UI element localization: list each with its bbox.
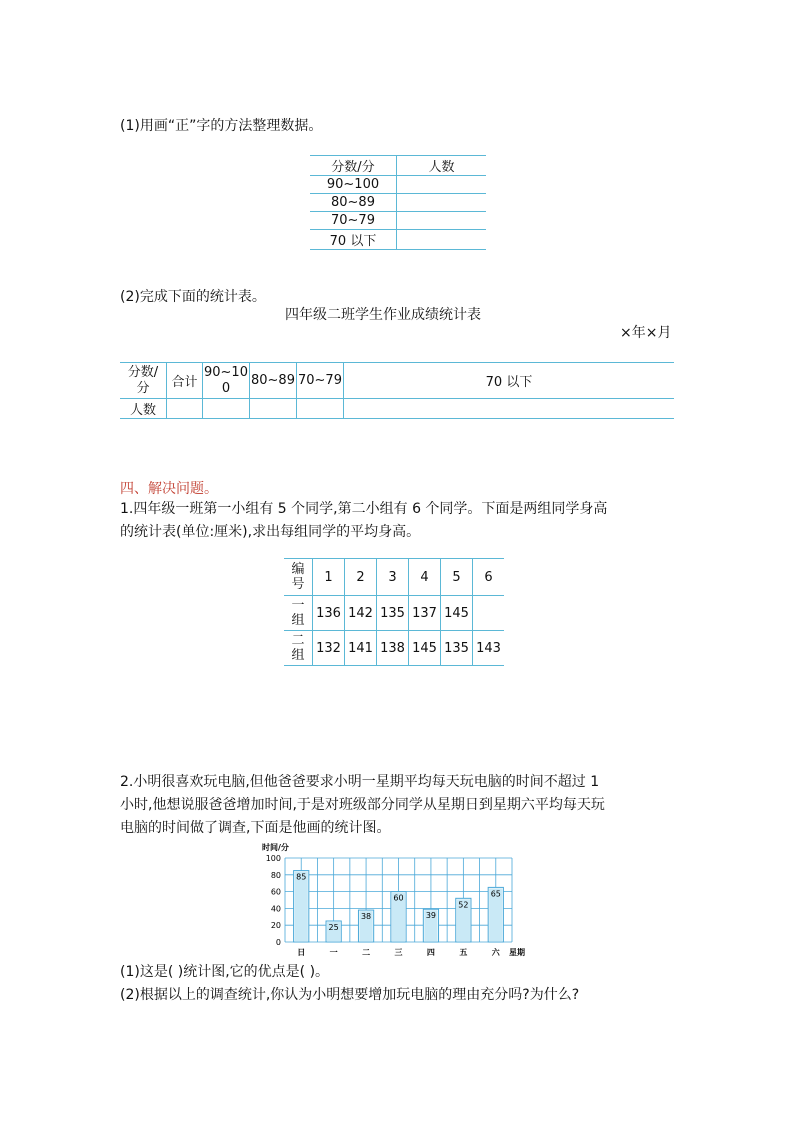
stat-cell[interactable] xyxy=(250,399,297,419)
chart-x-tick-label: 四 xyxy=(426,948,435,957)
group2-height: 145 xyxy=(409,631,441,666)
problem2-line1: 2.小明很喜欢玩电脑,但他爸爸要求小明一星期平均每天玩电脑的时间不超过 1 xyxy=(120,774,600,790)
chart-y-tick-label: 40 xyxy=(270,904,281,914)
section-heading: 四、解决问题。 xyxy=(120,481,218,497)
group1-height: 136 xyxy=(313,596,345,631)
stat-header-score xyxy=(120,363,167,399)
chart-y-tick-label: 60 xyxy=(270,887,281,897)
chart-x-tick-label: 三 xyxy=(394,948,403,957)
q2-stat-instruction: (2)完成下面的统计表。 xyxy=(120,289,266,305)
tally-header-score: 分数/分 xyxy=(310,156,397,176)
group2-label-2: 组 xyxy=(291,648,305,663)
stat-cell[interactable] xyxy=(203,399,250,419)
stat-header-90 xyxy=(203,363,250,399)
stat-row-label: 人数 xyxy=(120,399,167,419)
chart-y-tick-label: 100 xyxy=(265,854,281,863)
height-number: 3 xyxy=(377,559,409,596)
height-number: 6 xyxy=(473,559,505,596)
group2-label-1: 二 xyxy=(291,633,305,648)
chart-y-tick-label: 0 xyxy=(275,938,281,947)
chart-value-label: 52 xyxy=(458,900,469,910)
chart-x-tick-label: 五 xyxy=(459,948,468,957)
group1-label xyxy=(284,596,313,631)
stat-header-below70: 70 以下 xyxy=(344,363,675,399)
screen-time-bar-chart xyxy=(250,840,550,960)
chart-value-label: 60 xyxy=(393,893,404,903)
stat-cell[interactable] xyxy=(344,399,675,419)
height-table xyxy=(284,558,504,666)
tally-cell[interactable] xyxy=(397,212,487,230)
tally-row-label: 70 以下 xyxy=(310,230,397,250)
height-number: 4 xyxy=(409,559,441,596)
group2-label xyxy=(284,631,313,666)
chart-value-label: 65 xyxy=(490,889,501,899)
group1-label-2: 组 xyxy=(291,613,305,628)
tally-header-count: 人数 xyxy=(397,156,487,176)
tally-cell[interactable] xyxy=(397,230,487,250)
group1-height: 142 xyxy=(345,596,377,631)
stat-cell[interactable] xyxy=(167,399,203,419)
group2-height: 141 xyxy=(345,631,377,666)
chart-y-tick-label: 80 xyxy=(270,870,281,880)
height-header-label xyxy=(284,559,313,596)
tally-cell[interactable] xyxy=(397,176,487,194)
group1-label-1: 一 xyxy=(291,598,305,613)
q1-tally-instruction: (1)用画“正”字的方法整理数据。 xyxy=(120,118,323,134)
chart-value-label: 38 xyxy=(360,912,372,922)
stat-header-90-line2: 0 xyxy=(221,380,231,396)
question-reasoning: (2)根据以上的调查统计,你认为小明想要增加玩电脑的理由充分吗?为什么? xyxy=(120,987,580,1003)
chart-x-tick-label: 六 xyxy=(491,948,500,957)
group2-height: 138 xyxy=(377,631,409,666)
problem2-line2: 小时,他想说服爸爸增加时间,于是对班级部分同学从星期日到星期六平均每天玩 xyxy=(120,797,605,813)
height-header-label-1: 编 xyxy=(291,562,305,577)
problem1-line2: 的统计表(单位:厘米),求出每组同学的平均身高。 xyxy=(120,524,421,540)
chart-y-axis-label: 时间/分 xyxy=(262,843,289,852)
stat-table-date: ×年×月 xyxy=(620,325,672,341)
tally-table xyxy=(310,155,486,250)
group2-height: 132 xyxy=(313,631,345,666)
stat-header-90-line1: 90~10 xyxy=(204,364,248,380)
tally-cell[interactable] xyxy=(397,194,487,212)
height-header-label-2: 号 xyxy=(291,577,305,592)
chart-value-label: 39 xyxy=(425,911,437,921)
chart-value-label: 85 xyxy=(296,872,307,882)
chart-bar-fill xyxy=(295,872,308,941)
stat-header-total: 合计 xyxy=(167,363,203,399)
tally-row-label: 80~89 xyxy=(310,194,397,212)
chart-x-tick-label: 一 xyxy=(329,948,338,957)
stat-header-score-line1: 分数/ xyxy=(127,364,159,380)
group1-height: 135 xyxy=(377,596,409,631)
stat-table-title: 四年级二班学生作业成绩统计表 xyxy=(285,307,481,323)
question-chart-type: (1)这是( )统计图,它的优点是( )。 xyxy=(120,964,330,980)
stat-header-70: 70~79 xyxy=(297,363,344,399)
problem2-line3: 电脑的时间做了调查,下面是他画的统计图。 xyxy=(120,820,391,836)
stat-cell[interactable] xyxy=(297,399,344,419)
group1-height xyxy=(473,596,505,631)
stat-header-score-line2: 分 xyxy=(136,380,150,396)
group1-height: 145 xyxy=(441,596,473,631)
group2-height: 143 xyxy=(473,631,505,666)
height-number: 2 xyxy=(345,559,377,596)
group1-height: 137 xyxy=(409,596,441,631)
height-number: 1 xyxy=(313,559,345,596)
stat-table xyxy=(120,362,674,419)
chart-x-tick-label: 日 xyxy=(297,948,306,957)
chart-x-tick-label: 二 xyxy=(362,948,371,957)
stat-header-80: 80~89 xyxy=(250,363,297,399)
chart-y-tick-label: 20 xyxy=(270,921,281,931)
chart-value-label: 25 xyxy=(328,923,339,932)
tally-row-label: 70~79 xyxy=(310,212,397,230)
tally-row-label: 90~100 xyxy=(310,176,397,194)
problem1-line1: 1.四年级一班第一小组有 5 个同学,第二小组有 6 个同学。下面是两组同学身高 xyxy=(120,501,608,517)
chart-x-axis-label: 星期 xyxy=(509,948,525,957)
group2-height: 135 xyxy=(441,631,473,666)
height-number: 5 xyxy=(441,559,473,596)
